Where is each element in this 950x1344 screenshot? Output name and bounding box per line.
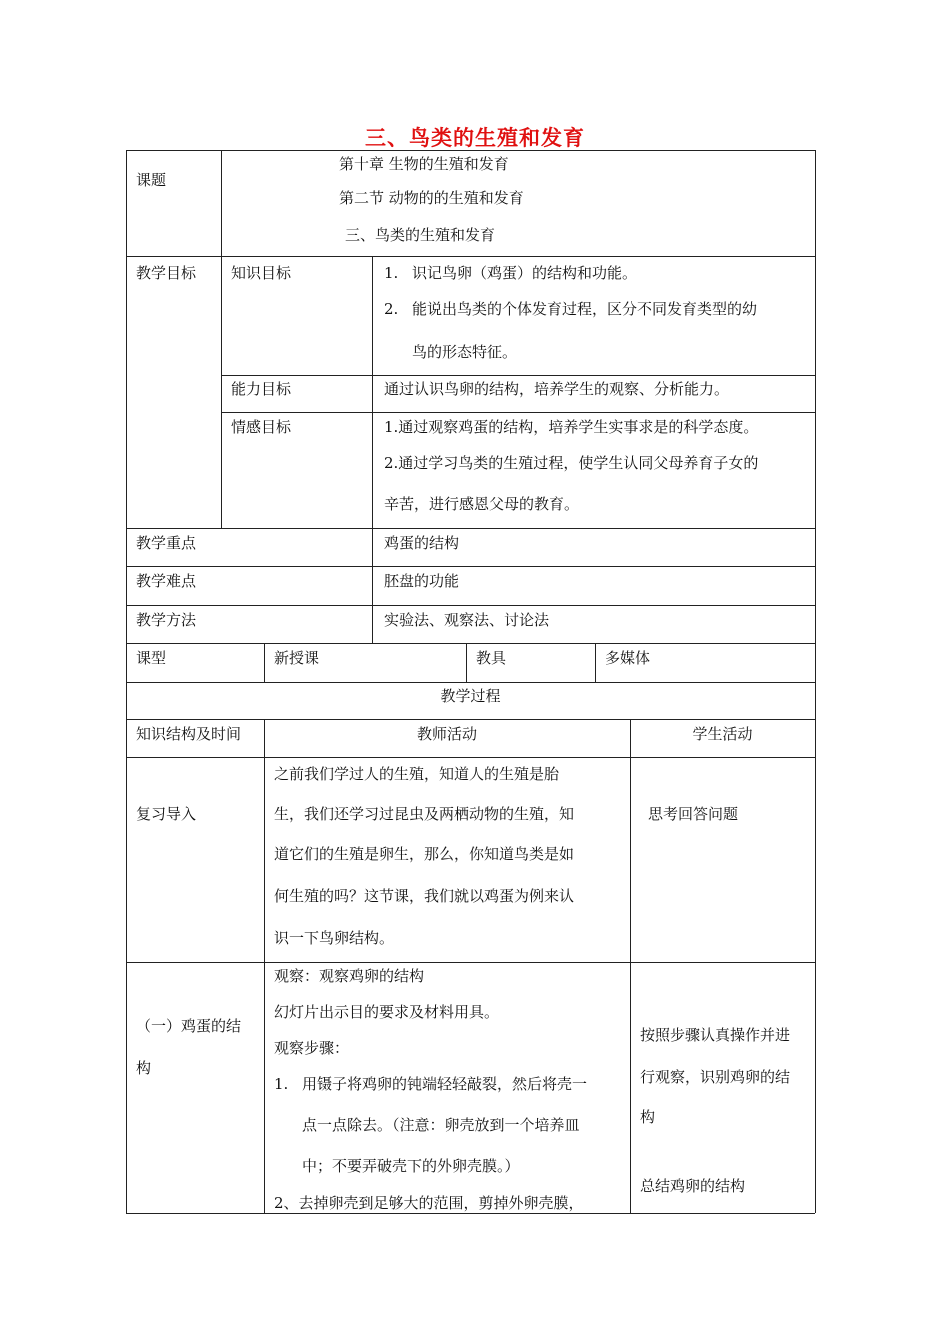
emotion-goal-line: 辛苦，进行感恩父母的教育。 [384,495,580,513]
difficulty-value: 胚盘的功能 [384,572,460,590]
emotion-goal-line: 1.通过观察鸡蛋的结构，培养学生实事求是的科学态度。 [384,418,759,436]
review-teacher-line: 道它们的生殖是卵生，那么，你知道鸟类是如 [274,845,575,863]
key-point-label: 教学重点 [136,534,197,552]
lesson-label: 课题 [136,171,167,189]
lesson-section: 第二节 动物的的生殖和发育 [339,189,524,207]
column-divider [595,643,596,682]
difficulty-label: 教学难点 [136,572,197,590]
section1-label-cont: 构 [136,1059,152,1077]
emotion-goal-label: 情感目标 [231,418,292,436]
row-divider [126,256,815,257]
process-heading: 教学过程 [440,687,501,705]
tools-value: 多媒体 [605,649,651,667]
review-teacher-line: 之前我们学过人的生殖，知道人的生殖是胎 [274,765,560,783]
knowledge-item-1-num: 1. [384,264,399,282]
step2-line: 2、去掉卵壳到足够大的范围，剪掉外卵壳膜， [274,1194,584,1212]
table-border-top [126,150,815,151]
step1-line: 用镊子将鸡卵的钝端轻轻敲裂，然后将壳一 [302,1075,588,1093]
knowledge-goal-label: 知识目标 [231,264,292,282]
section1-teacher-line: 观察步骤： [274,1039,350,1057]
step1-num: 1. [274,1075,289,1093]
emotion-goal-line: 2.通过学习鸟类的生殖过程，使学生认同父母养育子女的 [384,454,759,472]
row-divider [221,375,815,376]
lesson-topic: 三、鸟类的生殖和发育 [345,226,496,244]
knowledge-item-1: 识记鸟卵（鸡蛋）的结构和功能。 [412,264,638,282]
row-divider [126,757,815,758]
page-title: 三、鸟类的生殖和发育 [365,126,585,150]
lesson-type-label: 课型 [136,649,167,667]
row-divider [221,412,815,413]
method-label: 教学方法 [136,611,197,629]
column-divider [466,643,467,682]
column-divider [264,719,265,1213]
column-divider [221,150,222,528]
col-student-header: 学生活动 [692,725,753,743]
review-teacher-line: 识一下鸟卵结构。 [274,929,395,947]
row-divider [126,528,815,529]
section1-teacher-line: 幻灯片出示目的要求及材料用具。 [274,1003,500,1021]
section1-student-line: 构 [640,1108,656,1126]
row-divider [126,605,815,606]
review-label: 复习导入 [136,805,197,823]
knowledge-item-2-num: 2. [384,300,399,318]
knowledge-item-2-cont: 鸟的形态特征。 [412,343,518,361]
method-value: 实验法、观察法、讨论法 [384,611,550,629]
section1-teacher-line: 观察：观察鸡卵的结构 [274,967,425,985]
column-divider [264,643,265,682]
section1-student-line: 按照步骤认真操作并进 [640,1026,791,1044]
row-divider [126,682,815,683]
ability-goal-label: 能力目标 [231,380,292,398]
section1-label: （一）鸡蛋的结 [136,1017,242,1035]
section1-student-summary: 总结鸡卵的结构 [640,1177,746,1195]
key-point-value: 鸡蛋的结构 [384,534,460,552]
goals-label: 教学目标 [136,264,197,282]
lesson-type-value: 新授课 [274,649,320,667]
review-teacher-line: 生，我们还学习过昆虫及两栖动物的生殖，知 [274,805,575,823]
row-divider [126,643,815,644]
review-teacher-line: 何生殖的吗？这节课，我们就以鸡蛋为例来认 [274,887,575,905]
row-divider [126,719,815,720]
lesson-chapter: 第十章 生物的生殖和发育 [339,155,509,173]
ability-goal-text: 通过认识鸟卵的结构，培养学生的观察、分析能力。 [384,380,730,398]
column-divider [372,256,373,643]
table-border-right [815,150,816,1213]
row-divider [126,962,815,963]
row-divider [126,566,815,567]
column-divider [630,719,631,1213]
step1-line: 点一点除去。（注意：卵壳放到一个培养皿 [302,1116,580,1134]
table-border-bottom [126,1213,815,1214]
table-border-left [126,150,127,1213]
col-knowledge-header: 知识结构及时间 [136,725,242,743]
col-teacher-header: 教师活动 [416,725,477,743]
review-student-activity: 思考回答问题 [648,805,739,823]
section1-student-line: 行观察，识别鸡卵的结 [640,1068,791,1086]
step1-line: 中；不要弄破壳下的外卵壳膜。） [302,1157,520,1175]
tools-label: 教具 [476,649,507,667]
knowledge-item-2: 能说出鸟类的个体发育过程，区分不同发育类型的幼 [412,300,758,318]
